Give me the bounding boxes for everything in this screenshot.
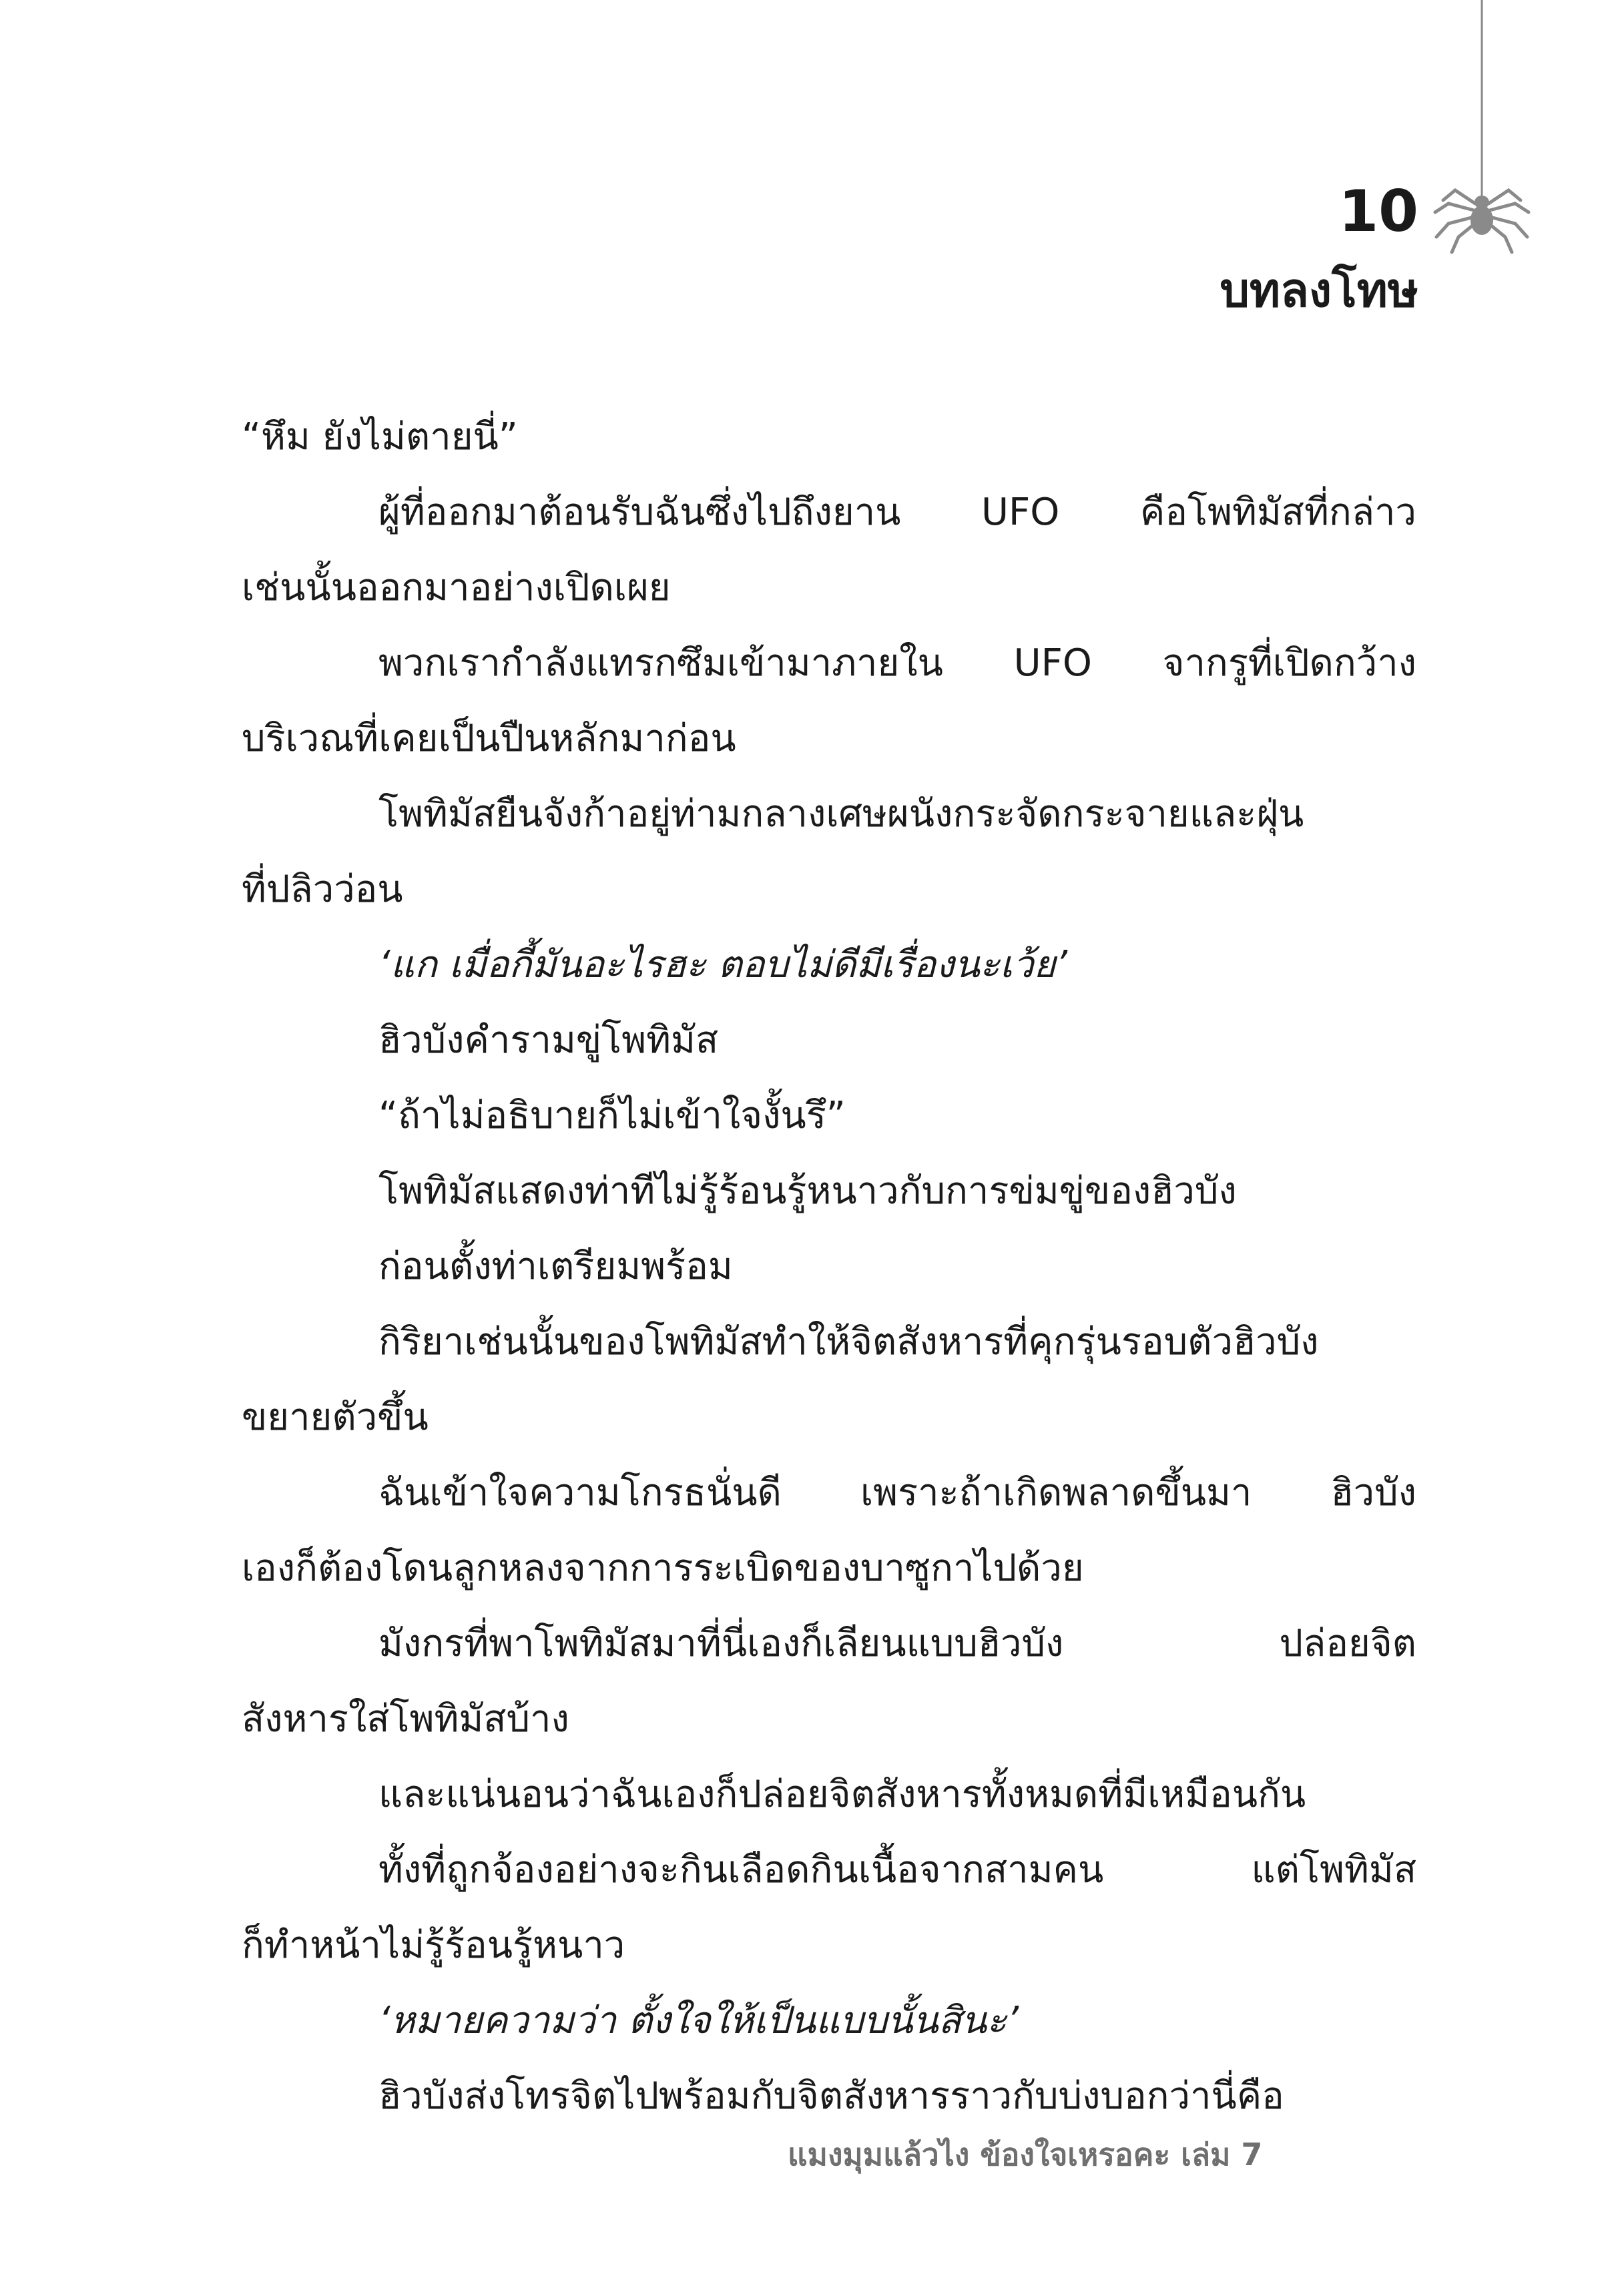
spider-icon xyxy=(1428,0,1535,254)
text-line: เองก็ต้องโดนลูกหลงจากการระเบิดของบาซูกาไปด้วย xyxy=(242,1546,1084,1590)
text-line: เช่นนั้นออกมาอย่างเปิดเผย xyxy=(242,566,671,609)
chapter-title: บทลงโทษ xyxy=(1220,263,1418,318)
chapter-number: 10 xyxy=(1338,178,1418,245)
text-line: บริเวณที่เคยเป็นปืนหลักมาก่อน xyxy=(242,717,736,760)
text-line: ฉันเข้าใจความโกรธนั่นดี เพราะถ้าเกิดพลาดขึ้นมา ฮิวบัง xyxy=(378,1471,1416,1514)
text-line: โพทิมัสยืนจังก้าอยู่ท่ามกลางเศษผนังกระจัดกระจายและฝุ่น xyxy=(378,792,1304,836)
running-footer: แมงมุมแล้วไง ข้องใจเหรอคะ เล่ม 7 xyxy=(788,2136,1263,2173)
text-line: โพทิมัสแสดงท่าทีไม่รู้ร้อนรู้หนาวกับการข่มขู่ของฮิวบัง xyxy=(378,1169,1237,1213)
text-line: “หึม ยังไม่ตายนี่” xyxy=(242,415,518,459)
text-line: ฮิวบังคำรามขู่โพทิมัส xyxy=(378,1019,719,1062)
text-line: ‘แก เมื่อกี้มันอะไรฮะ ตอบไม่ดีมีเรื่องนะเว้ย’ xyxy=(378,943,1068,986)
text-line: ขยายตัวขึ้น xyxy=(242,1396,429,1439)
body-text xyxy=(242,399,1416,2134)
text-line: ทั้งที่ถูกจ้องอย่างจะกินเลือดกินเนื้อจากสามคน แต่โพทิมัส xyxy=(378,1848,1416,1892)
text-line: “ถ้าไม่อธิบายก็ไม่เข้าใจงั้นรึ” xyxy=(378,1094,846,1137)
text-line: ก็ทำหน้าไม่รู้ร้อนรู้หนาว xyxy=(242,1924,625,1967)
text-line: ฮิวบังส่งโทรจิตไปพร้อมกับจิตสังหารราวกับบ่งบอกว่านี่คือ xyxy=(378,2074,1284,2118)
text-line: กิริยาเช่นนั้นของโพทิมัสทำให้จิตสังหารที่คุกรุ่นรอบตัวฮิวบัง xyxy=(378,1320,1319,1364)
text-line: พวกเรากำลังแทรกซึมเข้ามาภายใน UFO จากรูที่เปิดกว้าง xyxy=(378,641,1416,685)
text-line: ก่อนตั้งท่าเตรียมพร้อม xyxy=(378,1245,733,1288)
text-line: และแน่นอนว่าฉันเองก็ปล่อยจิตสังหารทั้งหมดที่มีเหมือนกัน xyxy=(378,1773,1306,1816)
text-line: มังกรที่พาโพทิมัสมาที่นี่เองก็เลียนแบบฮิวบัง ปล่อยจิต xyxy=(378,1622,1416,1665)
text-line: ที่ปลิวว่อน xyxy=(242,868,403,911)
text-line: สังหารใส่โพทิมัสบ้าง xyxy=(242,1697,569,1741)
text-line: ‘หมายความว่า ตั้งใจให้เป็นแบบนั้นสินะ’ xyxy=(378,1999,1019,2042)
text-line: ผู้ที่ออกมาต้อนรับฉันซึ่งไปถึงยาน UFO คือโพทิมัสที่กล่าว xyxy=(378,491,1416,534)
